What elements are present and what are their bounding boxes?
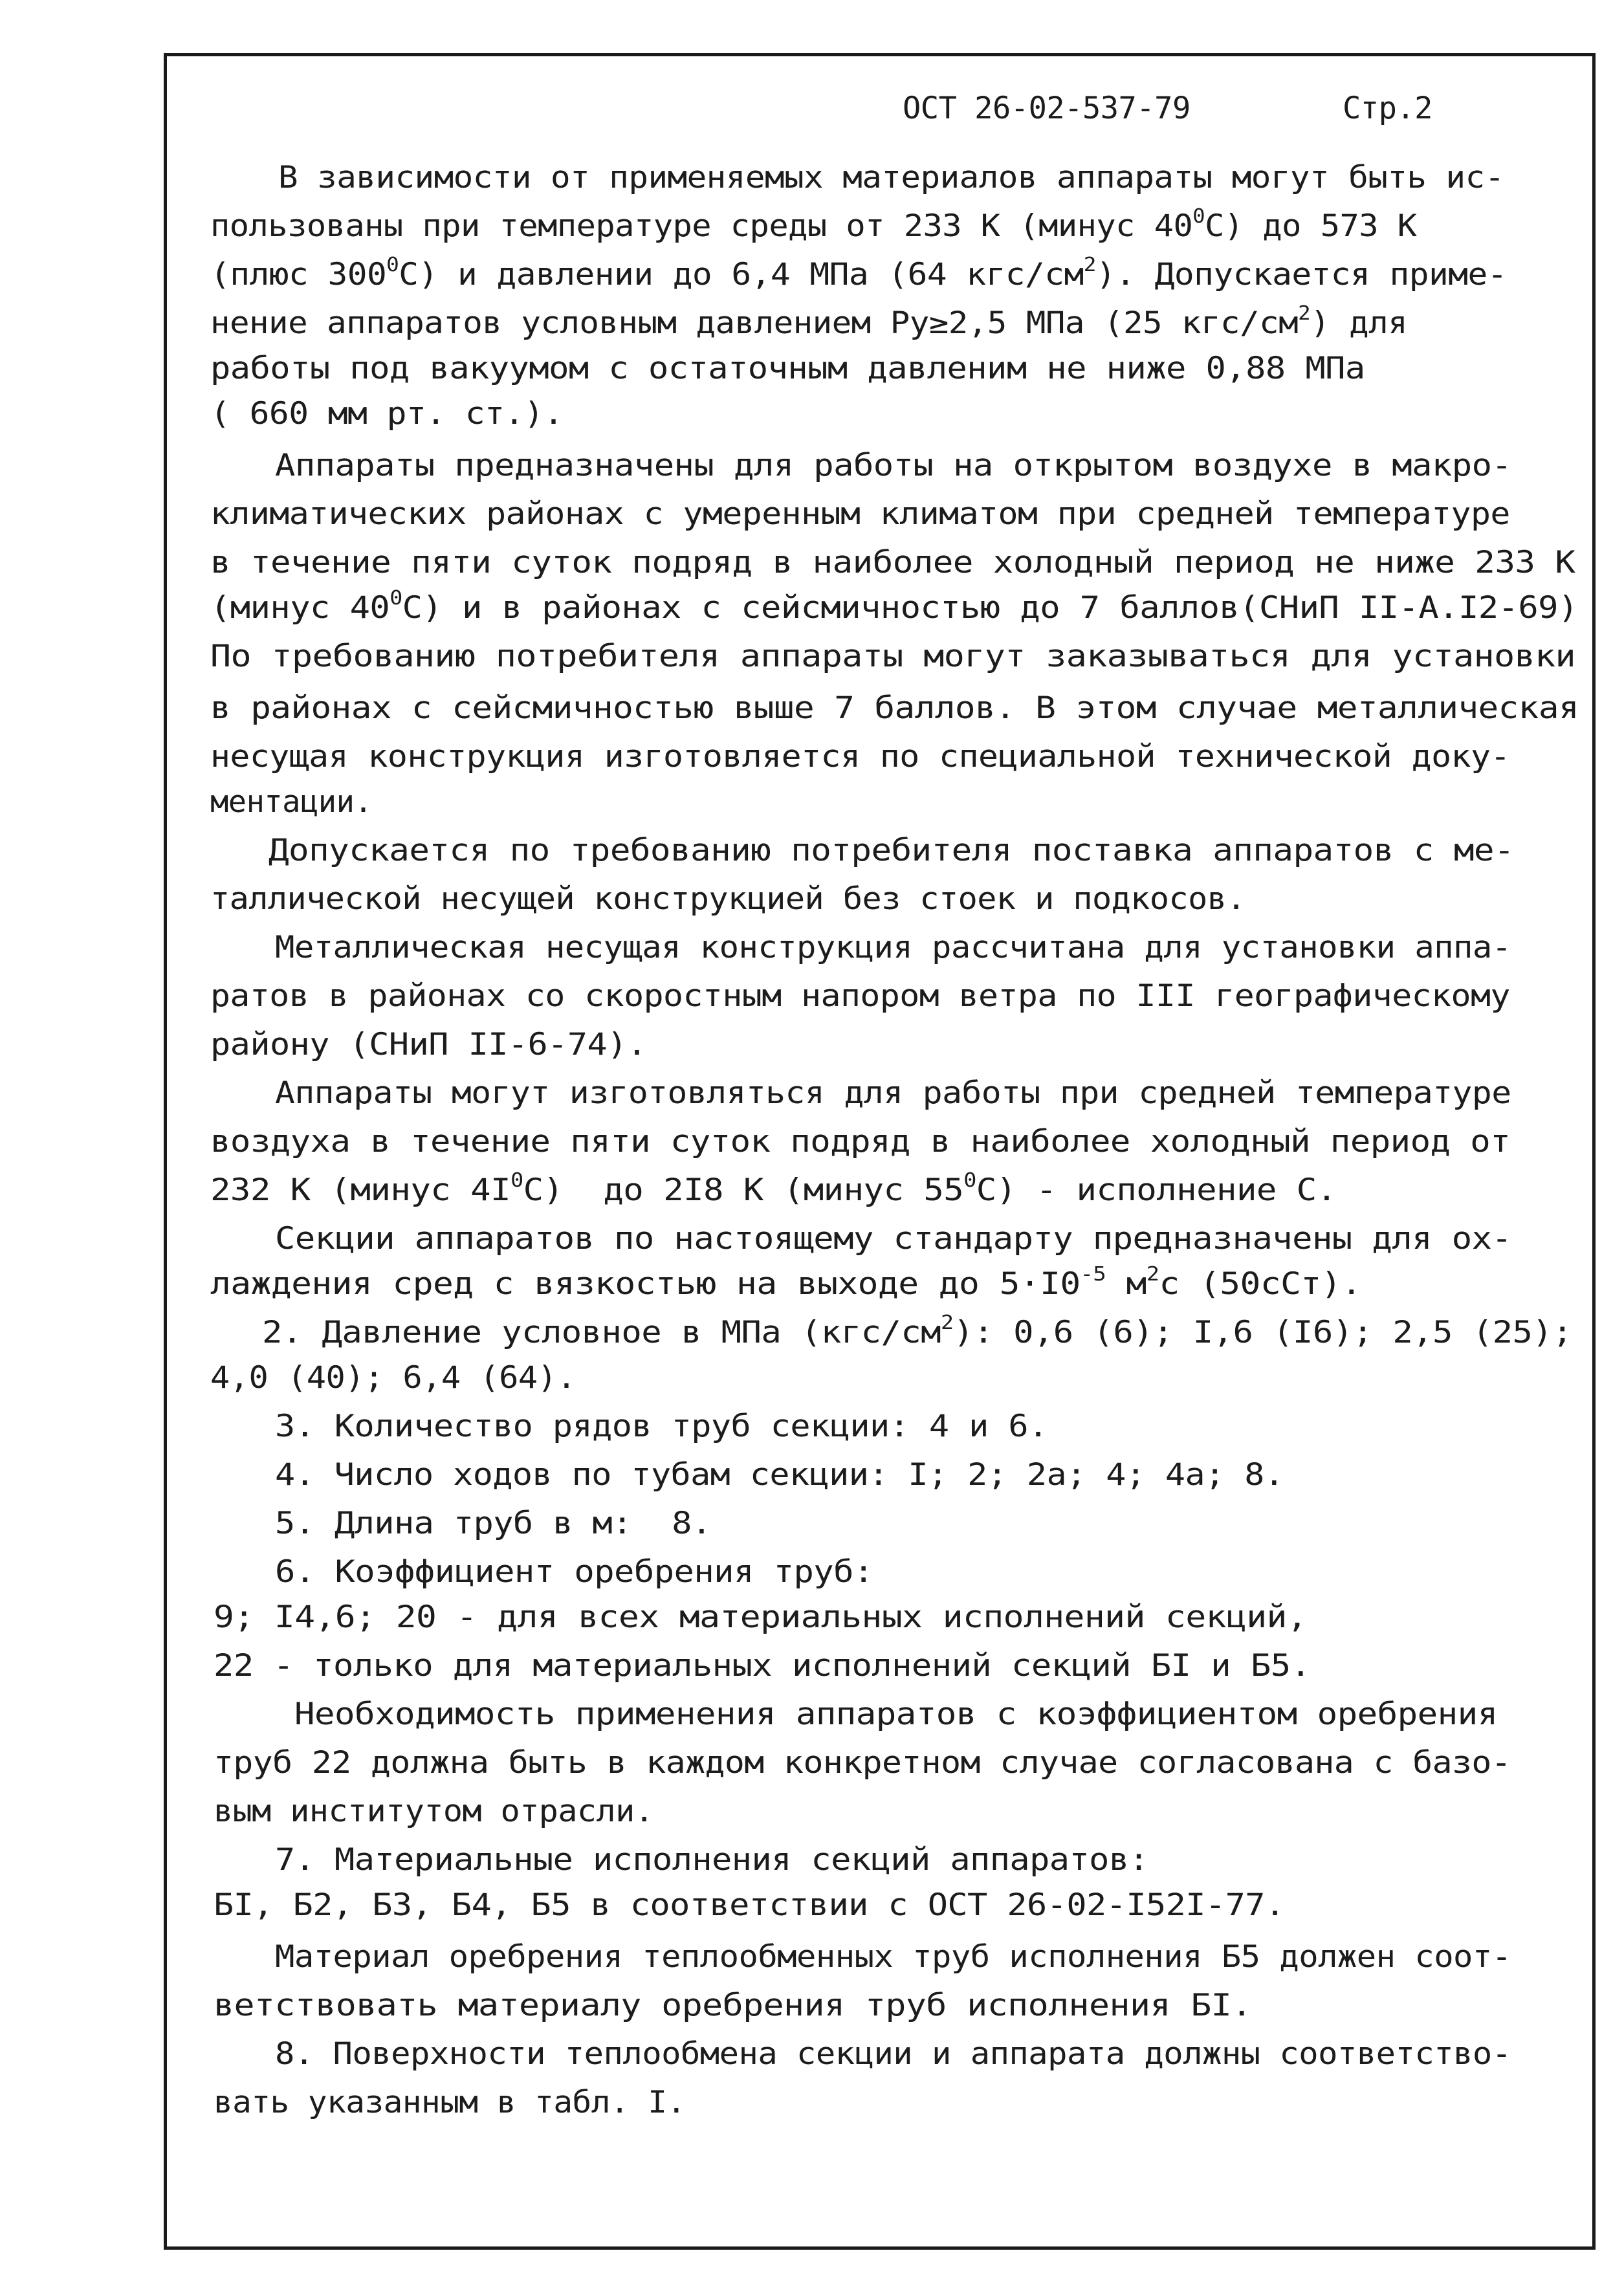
text-line: климатических районах с умеренным климатом при средней температуре [210, 496, 1510, 532]
text-line: По требованию потребителя аппараты могут заказываться для установки [210, 639, 1576, 674]
text-line: лаждения сред с вязкостью на выходе до $5\cdot I0^{-5}$ $м^2с$ (50сСт). [210, 1263, 1362, 1302]
text-line: БI, Б2, Б3, Б4, Б5 в соответствии с ОСТ 26-02-I52I-77. [214, 1887, 1285, 1923]
text-line: району (СНиП II-6-74). [210, 1027, 647, 1062]
text-line: труб 22 должна быть в каждом конкретном случае согласована с базо- [214, 1745, 1511, 1781]
text-line: ратов в районах со скоростным напором ветра по III географическому [210, 978, 1510, 1014]
text-line: Материал оребрения теплообменных труб исполнения Б5 должен соот- [275, 1939, 1511, 1975]
text-line: вым институтом отрасли. [214, 1794, 654, 1829]
text-line: работы под вакуумом с остаточным давленим не ниже 0,88 МПа [210, 351, 1365, 386]
text-line: 232 К (минус $4I^0С$) до 2I8 К (минус $55^0С$) - исполнение С. [210, 1169, 1337, 1208]
text-line: 2. Давление условное в МПа $(кгс/см^2)$: 0,6 (6); I,6 (I6); 2,5 (25); [262, 1312, 1573, 1350]
text-line: 3. Количество рядов труб секции: 4 и 6. [275, 1409, 1048, 1444]
text-line: В зависимости от применяемых материалов аппараты могут быть ис- [278, 160, 1504, 195]
text-line: вать указанным в табл. I. [214, 2085, 686, 2120]
text-line: Секции аппаратов по настоящему стандарту предназначены для ох- [275, 1221, 1512, 1257]
text-line: нение аппаратов условным давлением Ру≥2,5 МПа (25 кгс/$см^2$) для [210, 302, 1408, 341]
text-line: в районах с сейсмичностью выше 7 баллов. В этом случае металлическая [210, 690, 1579, 726]
text-line: (минус $40^0С$) и в районах с сейсмичностью до 7 баллов(СНиП II-A.I2-69) [210, 587, 1578, 626]
text-line: 7. Материальные исполнения секций аппаратов: [275, 1842, 1149, 1878]
text-line: Металлическая несущая конструкция рассчитана для установки аппа- [275, 930, 1511, 965]
document-code: ОСТ 26-02-537-79 [903, 91, 1191, 126]
text-line: (плюс $300^0С$) и давлении до 6,4 МПа (64 кгс/$см^2$). Допускается приме- [210, 254, 1507, 292]
text-line: в течение пяти суток подряд в наиболее холодный период не ниже 233 К [210, 545, 1575, 580]
text-line: Допускается по требованию потребителя поставка аппаратов с ме- [269, 833, 1515, 868]
text-line: пользованы при температуре среды от 233 К (минус $40^0С$) до 573 К [210, 205, 1417, 244]
text-line: ветствовать материалу оребрения труб исполнения БI. [214, 1988, 1252, 2023]
text-line: 4. Число ходов по тубам секции: I; 2; 2а; 4; 4а; 8. [275, 1457, 1284, 1493]
text-line: ( 660 мм рт. ст.). [210, 396, 564, 432]
text-line: Аппараты предназначены для работы на открытом воздухе в макро- [275, 448, 1512, 483]
text-line: 4,0 (40); 6,4 (64). [210, 1360, 576, 1396]
text-line: 9; I4,6; 20 - для всех материальных исполнений секций, [214, 1599, 1308, 1635]
text-line: Аппараты могут изготовляться для работы при средней температуре [275, 1075, 1511, 1111]
text-line: несущая конструкция изготовляется по специальной технической доку- [210, 739, 1510, 774]
text-line: воздуха в течение пяти суток подряд в наиболее холодный период от [210, 1124, 1511, 1159]
page-number: Стр.2 [1343, 91, 1432, 126]
text-line: Необходимость применения аппаратов с коэффициентом оребрения [294, 1697, 1498, 1732]
text-line: 5. Длина труб в м: 8. [275, 1506, 712, 1541]
text-line: таллической несущей конструкцией без стоек и подкосов. [210, 881, 1246, 917]
text-line: ментации. [210, 784, 373, 820]
text-line: 6. Коэффициент оребрения труб: [275, 1554, 873, 1590]
text-line: 22 - только для материальных исполнений секций БI и Б5. [214, 1648, 1311, 1684]
text-line: 8. Поверхности теплообмена секции и аппарата должны соответство- [275, 2036, 1511, 2072]
